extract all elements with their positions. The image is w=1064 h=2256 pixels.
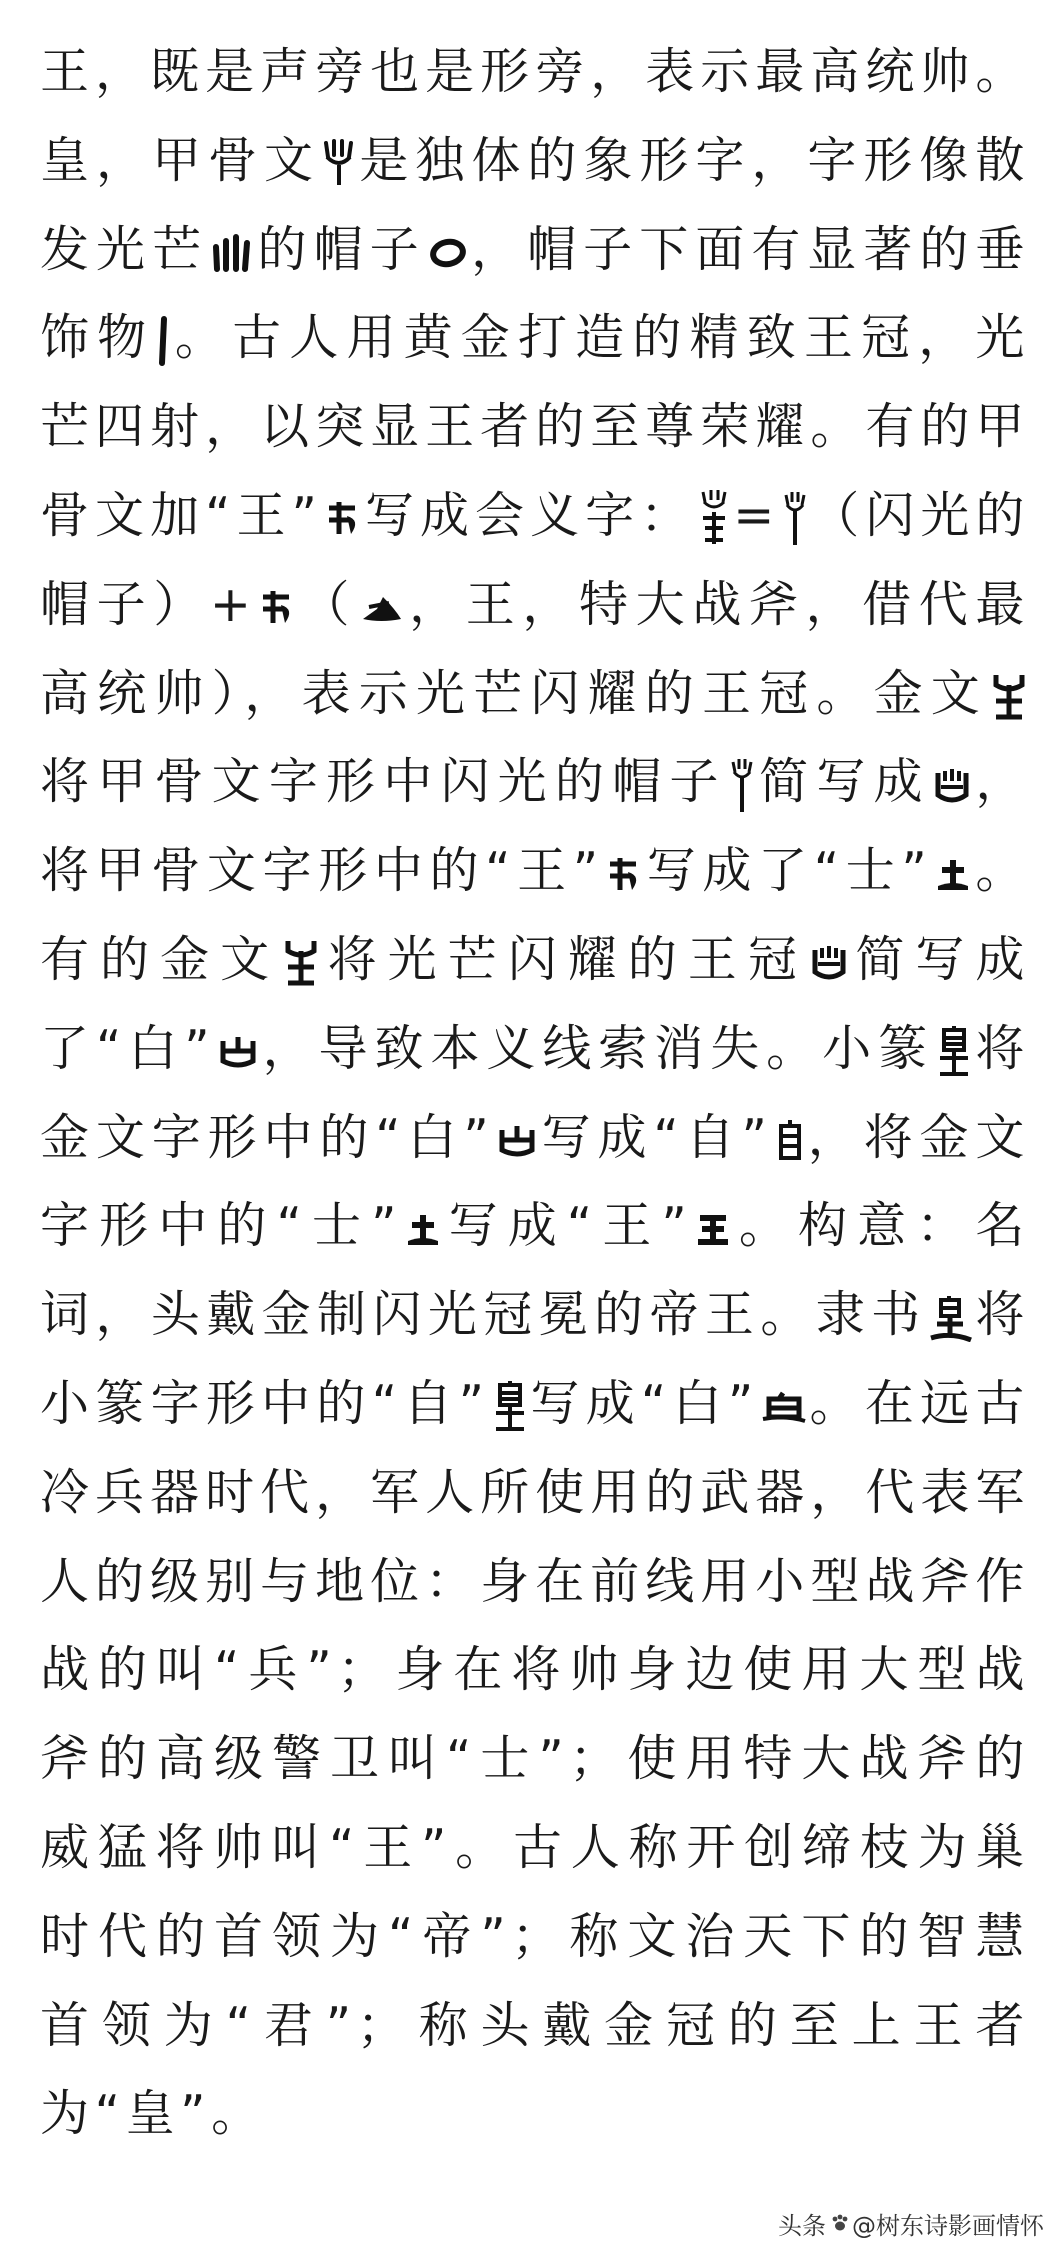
light-rays-icon: [210, 231, 254, 273]
text-segment: ，帽子下面有显著的垂饰物: [40, 220, 1030, 367]
text-segment: 将小篆字形中的“自”: [40, 1286, 1030, 1432]
oracle-huang-icon: [322, 139, 356, 187]
clerical-bai-icon: [761, 1389, 807, 1423]
bronze-huang-icon: [282, 937, 320, 987]
text-segment: 。古人用黄金打造的精致王冠，光芒四射，以突显王者的至尊荣耀。有的甲骨文加“王”: [40, 309, 1030, 544]
oracle-wang-axe-icon: [325, 498, 363, 538]
shi-icon: [934, 856, 972, 892]
watermark: [778, 2206, 1044, 2243]
seal-huang-icon: [492, 1379, 528, 1433]
paw-icon: [830, 2211, 850, 2239]
text-segment: 。构意：名词，头戴金制闪光冠冕的帝王。隶书: [40, 1197, 1030, 1344]
text-segment: 将光芒闪耀的王冠: [322, 930, 808, 988]
text-segment: =: [733, 486, 780, 544]
text-segment: 写成“自”: [540, 1108, 773, 1166]
text-segment: 的帽子: [256, 220, 426, 278]
text-segment: 写成“王”: [444, 1197, 693, 1255]
zi-icon: [775, 1118, 805, 1162]
text-segment: 是独体的象形字，字形像散发光芒: [40, 131, 1030, 278]
bai-icon: [217, 1033, 259, 1069]
bai-icon: [496, 1122, 538, 1158]
text-segment: ，王，特大战斧，借代最高统帅），表示光芒闪耀的王冠。金文: [40, 575, 1030, 722]
simplified-cap-icon: [810, 942, 848, 982]
battle-axe-icon: [359, 589, 405, 625]
oracle-wang-axe-icon: [606, 854, 644, 894]
text-segment: 写成“白”: [529, 1374, 759, 1432]
watermark-prefix: 头条: [778, 2212, 826, 2240]
text-segment: 简写成: [756, 753, 931, 811]
flashing-cap-icon: [782, 489, 808, 547]
cap-icon: [428, 236, 468, 268]
text-segment: 。在远古冷兵器时代，军人所使用的武器，代表军人的级别与地位：身在前线用小型战斧作战的叫“兵”；身在将帅身边使用大型战斧的高级警卫叫“士”；使用特大战斧的威猛将帅叫“王”。古人称开创缔枝为巢时代的首领为“帝”；称文治天下的智慧首领为“君”；称头戴金冠的至上王者为“皇”。: [40, 1374, 1030, 2143]
oracle-wang-axe-icon: [259, 587, 297, 627]
text-segment: 简写成了“白”: [40, 930, 1030, 1077]
text-segment: ，将金文字形中的“士”: [40, 1108, 1030, 1255]
text-segment: ，将甲骨文字形中的“王”: [40, 753, 1030, 900]
text-segment: ，导致本义线索消失。小篆: [261, 1019, 935, 1077]
article-page: [40, 0, 1030, 2256]
simplified-cap-icon: [933, 765, 971, 805]
text-segment: （: [298, 575, 358, 633]
text-segment: 写成了“士”: [645, 842, 933, 900]
bronze-huang-icon: [990, 671, 1028, 721]
oracle-huang-composite-icon: [697, 488, 731, 548]
clerical-huang-icon: [929, 1294, 973, 1342]
text-segment: 。有的金文: [40, 842, 1030, 988]
watermark-handle: @树东诗影画情怀: [852, 2212, 1044, 2240]
article-body: [40, 0, 1030, 2159]
text-segment: 将甲骨文字形中闪光的帽子: [40, 753, 727, 811]
seal-wang-icon: [694, 1212, 732, 1246]
text-segment: 将金文字形中的“白”: [40, 1019, 1031, 1166]
text-segment: （闪光的帽子）+: [40, 486, 1030, 633]
text-segment: 王，既是声旁也是形旁，表示最高统帅。皇，甲骨文: [40, 43, 1030, 189]
flashing-cap-icon: [729, 756, 755, 814]
text-segment: 写成会义字：: [364, 486, 696, 544]
shi-icon: [404, 1211, 442, 1247]
pendant-icon: [156, 315, 170, 367]
seal-huang-icon: [936, 1024, 972, 1078]
